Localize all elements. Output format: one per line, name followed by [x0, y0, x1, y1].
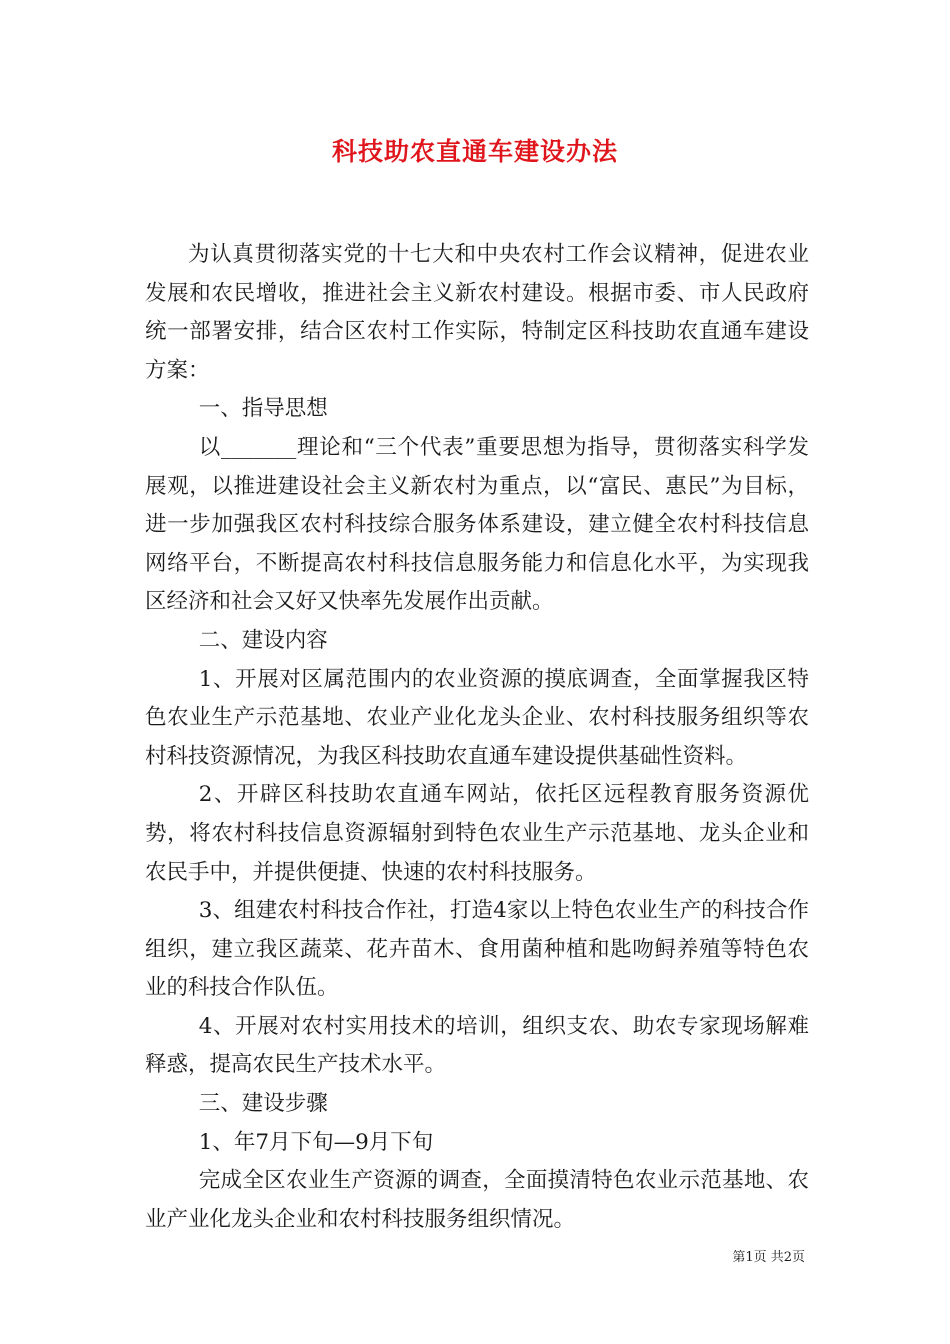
- step-1-description: 完成全区农业生产资源的调查，全面摸清特色农业示范基地、农业产业化龙头企业和农村科技服务组织情况。: [145, 1168, 809, 1232]
- section-heading-guiding-ideology: 一、指导思想: [198, 396, 328, 422]
- content-item-2: 2、开辟区科技助农直通车网站，依托区远程教育服务资源优势，将农村科技信息资源辐射到特色农业生产示范基地、龙头企业和农民手中，并提供便捷、快速的农村科技服务。: [145, 782, 809, 885]
- section-heading-construction-content: 二、建设内容: [198, 627, 328, 653]
- section-heading-construction-steps: 三、建设步骤: [198, 1091, 328, 1117]
- content-item-3: 3、组建农村科技合作社，打造4家以上特色农业生产的科技合作组织，建立我区蔬菜、花卉苗木、食用菌种植和匙吻鲟养殖等特色农业的科技合作队伍。: [145, 898, 809, 1001]
- page-number-footer: 第1页 共2页: [732, 1250, 805, 1265]
- document-title: 科技助农直通车建设办法: [331, 137, 618, 166]
- document-body: [145, 236, 809, 1239]
- guiding-ideology-paragraph: 以_______理论和“三个代表”重要思想为指导，贯彻落实科学发展观，以推进建设社会主义新农村为重点，以“富民、惠民”为目标，进一步加强我区农村科技综合服务体系建设，建立健全农村科技信息网络平台，不断提高农村科技信息服务能力和信息化水平，为实现我区经济和社会又好又快率先发展作出贡献。: [145, 434, 809, 615]
- content-item-1: 1、开展对区属范围内的农业资源的摸底调查，全面掌握我区特色农业生产示范基地、农业产业化龙头企业、农村科技服务组织等农村科技资源情况，为我区科技助农直通车建设提供基础性资料。: [145, 666, 809, 769]
- intro-paragraph: 为认真贯彻落实党的十七大和中央农村工作会议精神，促进农业发展和农民增收，推进社会主义新农村建设。根据市委、市人民政府统一部署安排，结合区农村工作实际，特制定区科技助农直通车建设方案：: [145, 242, 809, 383]
- content-item-4: 4、开展对农村实用技术的培训，组织支农、助农专家现场解难释惑，提高农民生产技术水平。: [145, 1013, 809, 1078]
- step-1-timeframe: 1、年7月下旬—9月下旬: [198, 1129, 434, 1155]
